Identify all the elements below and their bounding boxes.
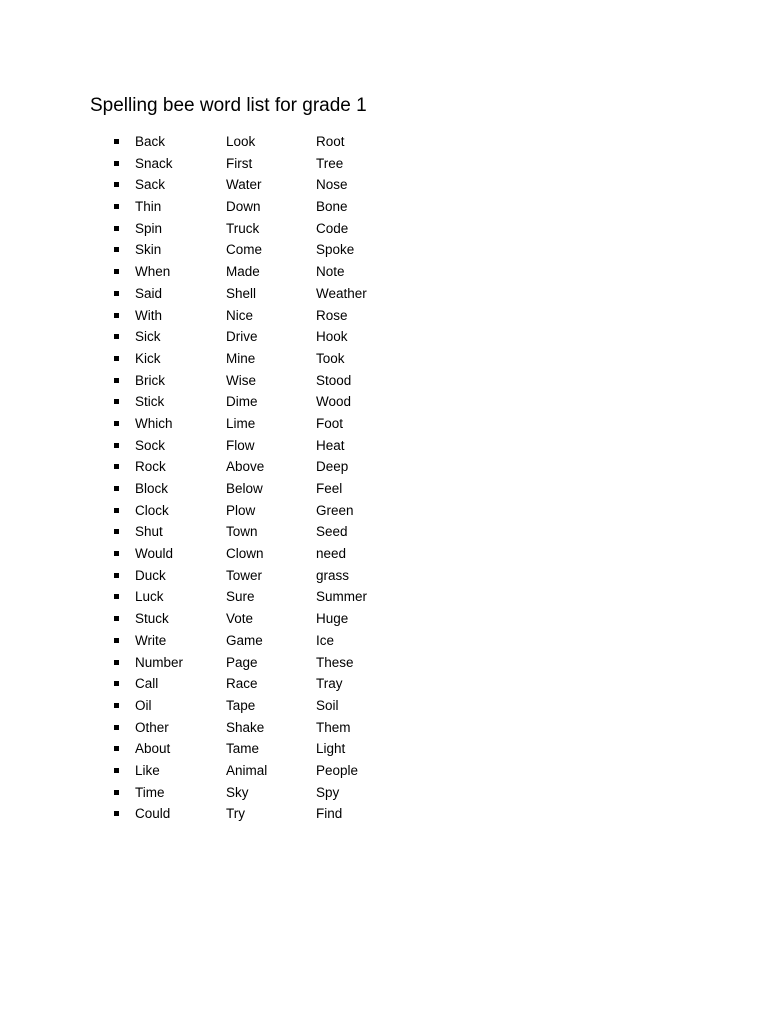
word-column-2: Sky [226,784,249,800]
list-item [0,521,768,543]
word-column-1: Sick [135,329,161,345]
list-item [0,283,768,305]
word-column-1: Duck [135,567,166,583]
bullet-icon [114,746,119,751]
bullet-icon [114,703,119,708]
word-column-1: Oil [135,697,152,713]
word-column-3: Weather [316,285,367,301]
list-item [0,174,768,196]
list-item [0,413,768,435]
bullet-icon [114,204,119,209]
word-column-1: About [135,741,171,757]
word-column-1: Call [135,676,159,692]
bullet-icon [114,356,119,361]
word-column-2: Mine [226,350,256,366]
word-column-3: Rose [316,307,348,323]
word-column-3: Spy [316,784,340,800]
list-item [0,196,768,218]
list-item [0,652,768,674]
list-item [0,456,768,478]
word-column-2: Try [226,806,245,822]
word-column-3: Soil [316,697,339,713]
word-column-1: Snack [135,155,173,171]
word-column-3: Hook [316,329,348,345]
word-column-3: Green [316,502,354,518]
word-column-3: Note [316,264,345,280]
word-column-3: Seed [316,524,348,540]
word-column-2: Down [226,199,261,215]
word-column-3: Heat [316,437,345,453]
word-column-2: Come [226,242,263,258]
word-column-1: Sock [135,437,166,453]
word-column-3: These [316,654,354,670]
list-item [0,348,768,370]
word-column-2: Tower [226,567,263,583]
word-column-1: Which [135,415,173,431]
word-column-2: Made [226,264,260,280]
word-column-2: Nice [226,307,254,323]
word-column-1: Brick [135,372,165,388]
word-column-1: When [135,264,171,280]
list-item [0,391,768,413]
bullet-icon [114,551,119,556]
word-column-2: Clown [226,546,264,562]
word-column-2: First [226,155,253,171]
word-column-1: Kick [135,350,161,366]
word-column-2: Drive [226,329,258,345]
bullet-icon [114,790,119,795]
word-column-1: Spin [135,220,163,236]
word-column-1: Number [135,654,184,670]
list-item [0,153,768,175]
list-item [0,370,768,392]
bullet-icon [114,182,119,187]
list-item [0,435,768,457]
word-column-1: Luck [135,589,164,605]
bullet-icon [114,247,119,252]
word-column-1: Sack [135,177,166,193]
list-item [0,239,768,261]
word-column-3: Stood [316,372,352,388]
list-item [0,673,768,695]
word-column-3: Deep [316,459,349,475]
word-column-1: Time [135,784,165,800]
bullet-icon [114,161,119,166]
word-column-3: Ice [316,632,335,648]
list-item [0,478,768,500]
bullet-icon [114,529,119,534]
bullet-icon [114,660,119,665]
word-column-3: Took [316,350,345,366]
word-column-1: Like [135,762,160,778]
bullet-icon [114,486,119,491]
list-item [0,738,768,760]
word-column-1: Clock [135,502,169,518]
bullet-icon [114,594,119,599]
bullet-icon [114,226,119,231]
list-item [0,565,768,587]
word-column-1: With [135,307,162,323]
list-item [0,608,768,630]
bullet-icon [114,443,119,448]
word-column-2: Shell [226,285,257,301]
word-column-3: Find [316,806,343,822]
word-column-2: Wise [226,372,256,388]
word-column-2: Dime [226,394,258,410]
document-title: Spelling bee word list for grade 1 [90,95,367,116]
word-column-3: grass [316,567,350,583]
word-column-2: Plow [226,502,256,518]
word-column-2: Animal [226,762,268,778]
bullet-icon [114,139,119,144]
word-column-1: Could [135,806,171,822]
word-column-3: Bone [316,199,348,215]
word-column-2: Page [226,654,258,670]
list-item [0,760,768,782]
bullet-icon [114,378,119,383]
list-item [0,782,768,804]
word-column-1: Stuck [135,611,169,627]
word-column-2: Town [226,524,258,540]
list-item [0,695,768,717]
word-column-2: Vote [226,611,254,627]
list-item [0,131,768,153]
list-item [0,630,768,652]
word-column-3: Tray [316,676,343,692]
word-column-3: Feel [316,481,343,496]
word-column-3: Tree [316,155,344,171]
word-column-1: Would [135,546,174,562]
word-column-3: need [316,546,347,562]
bullet-icon [114,811,119,816]
bullet-icon [114,508,119,513]
bullet-icon [114,768,119,773]
word-column-2: Shake [226,719,265,735]
word-column-2: Game [226,632,263,648]
word-column-2: Tame [226,741,260,757]
list-item [0,261,768,283]
word-column-1: Write [135,632,167,648]
word-column-3: Wood [316,394,352,410]
list-item [0,305,768,327]
word-column-2: Look [226,134,256,149]
bullet-icon [114,399,119,404]
word-column-2: Lime [226,415,256,431]
word-column-1: Stick [135,394,165,410]
word-column-3: Nose [316,177,348,193]
list-item [0,586,768,608]
word-column-2: Tape [226,697,256,713]
word-column-1: Other [135,719,169,735]
word-column-3: Root [316,134,345,149]
word-column-2: Sure [226,589,255,605]
list-item [0,543,768,565]
word-column-3: Foot [316,415,344,431]
word-column-3: Summer [316,589,368,605]
word-column-2: Flow [226,437,255,453]
word-column-1: Rock [135,459,166,475]
list-item [0,717,768,739]
list-item [0,326,768,348]
bullet-icon [114,421,119,426]
word-column-2: Truck [226,220,260,236]
bullet-icon [114,573,119,578]
word-column-1: Thin [135,199,162,215]
bullet-icon [114,638,119,643]
word-column-3: Huge [316,611,349,627]
word-column-3: Them [316,719,351,735]
word-list [0,131,768,825]
word-column-2: Water [226,177,262,193]
list-item [0,803,768,825]
bullet-icon [114,464,119,469]
word-column-1: Skin [135,242,162,258]
word-column-3: People [316,762,359,778]
word-column-3: Spoke [316,242,355,258]
list-item [0,218,768,240]
bullet-icon [114,616,119,621]
word-column-1: Back [135,134,166,149]
word-column-2: Race [226,676,258,692]
list-item [0,500,768,522]
word-column-2: Below [226,481,263,496]
word-column-3: Light [316,741,346,757]
bullet-icon [114,681,119,686]
bullet-icon [114,313,119,318]
bullet-icon [114,334,119,339]
bullet-icon [114,269,119,274]
word-column-1: Block [135,481,169,496]
bullet-icon [114,725,119,730]
word-column-1: Said [135,285,163,301]
bullet-icon [114,291,119,296]
word-column-1: Shut [135,524,163,540]
word-column-2: Above [226,459,265,475]
word-column-3: Code [316,220,349,236]
